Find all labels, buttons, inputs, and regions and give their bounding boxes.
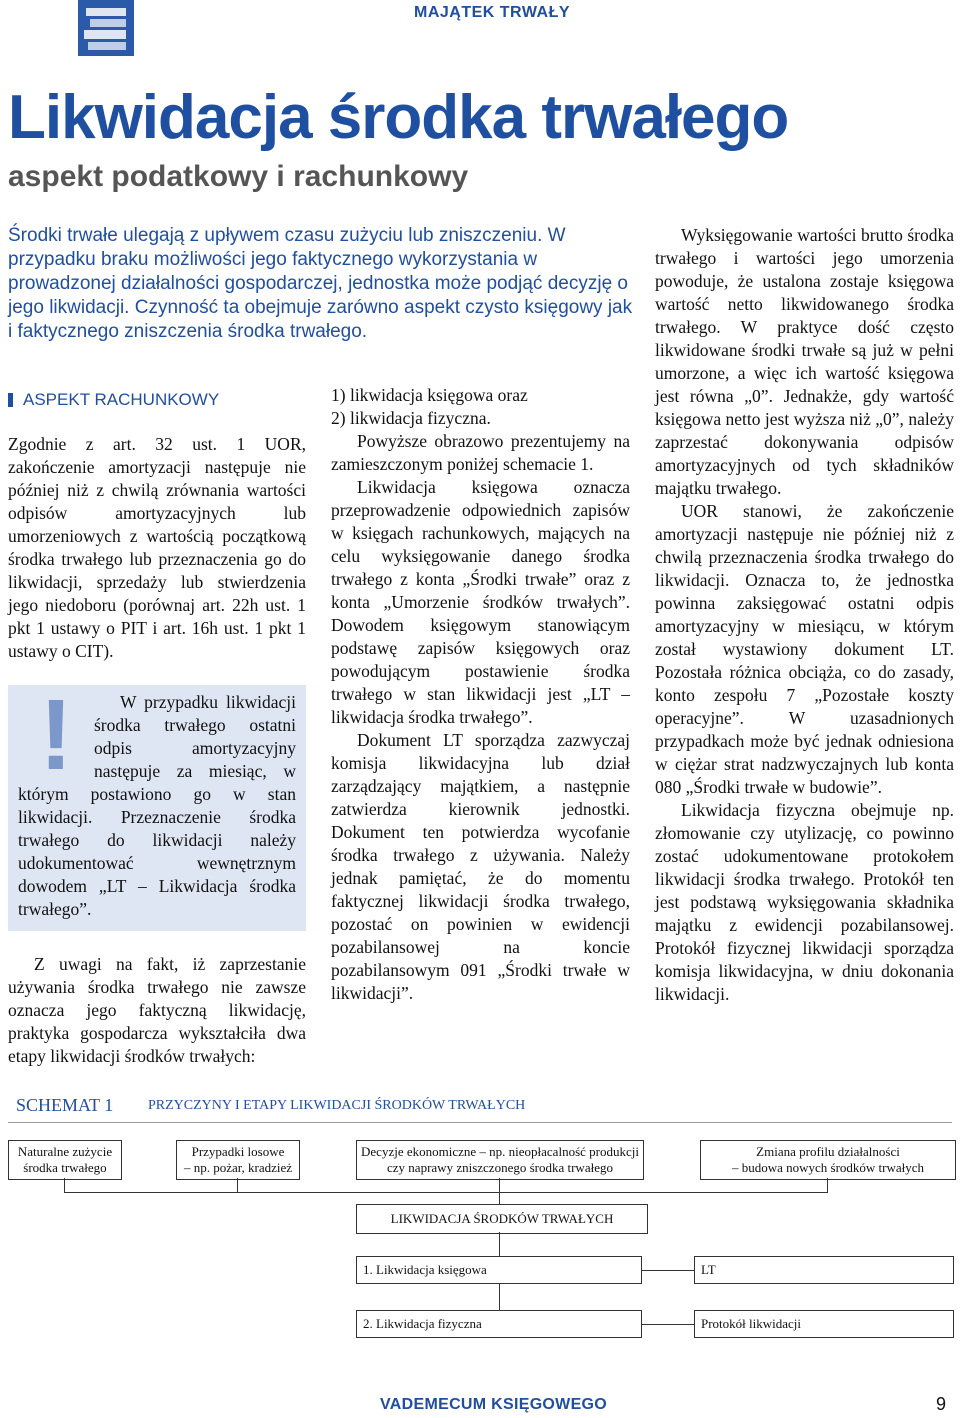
cause-line: Zmiana profilu działalności bbox=[756, 1144, 900, 1159]
stage-box bbox=[356, 1256, 642, 1284]
paragraph: UOR stanowi, że zakończenie amortyzacji następuje nie później niż z chwilą przeznaczenia środka trwałego do likwidacji. Oznacza to, że jednostka powinna zaksięgować ostatni odpis amortyzacyjny w miesiącu, w którym został wystawiony dokument LT. Pozostała różnica obciąża, co do zasady, konto zespołu 7 „Pozostałe koszty operacyjne”. W uzasadnionych przypadkach może być jednak odniesiona w ciężar strat nadzwyczajnych lub konta 080 „Środki trwałe w budowie”. bbox=[655, 501, 954, 797]
cause-box bbox=[8, 1140, 122, 1180]
document-label: LT bbox=[701, 1262, 716, 1277]
connector bbox=[64, 1178, 65, 1192]
cause-line: Przypadki losowe bbox=[191, 1144, 285, 1159]
note-text: W przypadku likwidacji środka trwałego ostatni odpis amortyzacyjny następuje za miesiąc, w którym postawiono go w stan likwidacji. Przeznaczenie środka trwałego do likwidacji należy udokumentować wewnętrznym dowodem „LT – Likwidacja środka trwałego”. bbox=[18, 692, 296, 919]
article-subtitle: aspekt podatkowy i rachunkowy bbox=[8, 160, 469, 193]
schema-title: PRZYCZYNY I ETAPY LIKWIDACJI ŚRODKÓW TRWAŁYCH bbox=[148, 1098, 526, 1113]
connector bbox=[237, 1178, 238, 1192]
connector bbox=[499, 1178, 500, 1204]
arrow-connector bbox=[642, 1270, 694, 1271]
cause-line: – budowa nowych środków trwałych bbox=[731, 1160, 925, 1175]
note-box bbox=[8, 679, 306, 931]
paragraph: Wyksięgowanie wartości brutto środka trwałego i wartości jego umorzenia powoduje, że ustalona zostaje księgowa wartość netto likwidowanego środka trwałego. W praktyce dość często likwidowane środki trwałe są już w pełni umorzone, a więc ich wartość księgowa jest równa „0”. Jednakże, gdy wartość księgowa netto jest wyższa niż „0”, należy zaprzestać dokonywania odpisów amortyzacyjnych od tych składników majątku trwałego. bbox=[655, 225, 954, 498]
paragraph: Likwidacja fizyczna obejmuje np. złomowanie czy utylizację, co powinno zostać udokumentowane protokołem likwidacji środka trwałego. Protokół ten jest podstawą wyksięgowania składnika majątku z ewidencji pozabilansowej. Protokół fizycznej likwidacji sporządza komisja likwidacyjna, w dniu dokonania likwidacji. bbox=[655, 800, 954, 1004]
cause-line: – np. pożar, kradzież bbox=[183, 1160, 293, 1175]
connector bbox=[499, 1232, 500, 1256]
section-heading bbox=[8, 388, 306, 411]
document-box bbox=[694, 1256, 954, 1284]
cause-box bbox=[356, 1140, 644, 1180]
column-2 bbox=[331, 384, 630, 1005]
stage-label: 1. Likwidacja księgowa bbox=[363, 1262, 487, 1277]
cause-box bbox=[700, 1140, 956, 1180]
publication-name: VADEMECUM KSIĘGOWEGO bbox=[380, 1396, 608, 1413]
stage-label: 2. Likwidacja fizyczna bbox=[363, 1316, 482, 1331]
cause-line: czy naprawy zniszczonego środka trwałego bbox=[387, 1160, 613, 1175]
arrow-connector bbox=[642, 1324, 694, 1325]
cause-line: środka trwałego bbox=[23, 1160, 107, 1175]
heading-marker bbox=[8, 393, 13, 407]
paragraph: Zgodnie z art. 32 ust. 1 UOR, zakończenie amortyzacji następuje nie później niż z chwilą zrównania wartości odpisów amortyzacyjnych lub umorzeniowych z wartością początkową środka trwałego lub przeznaczenia go do likwidacji, sprzedaży lub stwierdzenia jego niedoboru (porównaj art. 22h ust. 1 pkt 1 ustawy o PIT i art. 16h ust. 1 pkt 1 ustawy o CIT). bbox=[8, 434, 306, 661]
divider bbox=[8, 1122, 952, 1123]
paragraph: Dokument LT sporządza zazwyczaj komisja likwidacyjna lub dział zarządzający majątkiem, a następnie zatwierdza kierownik jednostki. Dokument ten potwierdza wycofanie środka trwałego z używania. Należy jednak pamiętać, że do momentu faktycznej likwidacji środka trwałego, pozostać on powinien w ewidencji pozabilansowej na koncie pozabilansowym 091 „Środki trwałe w likwidacji”. bbox=[331, 730, 630, 1003]
section-title: MAJĄTEK TRWAŁY bbox=[414, 4, 571, 21]
document-label: Protokół likwidacji bbox=[701, 1316, 802, 1331]
connector bbox=[64, 1192, 828, 1193]
paragraph: Likwidacja księgowa oznacza przeprowadzenie odpowiednich zapisów w księgach rachunkowych, mających na celu wyksięgowanie danego środka trwałego z konta „Środki trwałe” oraz z konta „Umorzenie środków trwałych”. Dowodem księgowym stanowiącym podstawę zapisów księgowych oraz powodującym postawienie środka trwałego w stan likwidacji jest „LT – likwidacja środka trwałego”. bbox=[331, 477, 630, 727]
connector bbox=[499, 1284, 500, 1310]
liquidation-label: LIKWIDACJA ŚRODKÓW TRWAŁYCH bbox=[390, 1211, 614, 1226]
paragraph: Powyższe obrazowo prezentujemy na zamieszczonym poniżej schemacie 1. bbox=[331, 431, 630, 474]
document-box bbox=[694, 1310, 954, 1338]
column-1 bbox=[8, 384, 306, 1068]
liquidation-box bbox=[356, 1204, 648, 1234]
stage-box bbox=[356, 1310, 642, 1338]
list-item: 2) likwidacja fizyczna. bbox=[331, 408, 491, 428]
cause-line: Naturalne zużycie bbox=[17, 1144, 113, 1159]
connector bbox=[827, 1178, 828, 1192]
page-number: 9 bbox=[936, 1394, 947, 1414]
books-logo-icon bbox=[78, 0, 134, 56]
paragraph: Z uwagi na fakt, iż zaprzestanie używania środka trwałego nie zawsze oznacza jego faktyczną likwidację, praktyka gospodarcza wykształciła dwa etapy likwidacji środków trwałych: bbox=[8, 954, 306, 1066]
schema-label: SCHEMAT 1 bbox=[16, 1095, 114, 1115]
article-title: Likwidacja środka trwałego bbox=[8, 83, 789, 152]
exclamation-icon: ! bbox=[39, 679, 73, 791]
list-item: 1) likwidacja księgowa oraz bbox=[331, 385, 528, 405]
cause-line: Decyzje ekonomiczne – np. nieopłacalność produkcji bbox=[361, 1144, 639, 1159]
section-heading-label: ASPEKT RACHUNKOWY bbox=[23, 390, 220, 409]
article-lead: Środki trwałe ulegają z upływem czasu zużyciu lub zniszczeniu. W przypadku braku możliwości jego faktycznego wykorzystania w prowadzonej działalności gospodarczej, jednostka może podjąć decyzję o jego likwidacji. Czynność ta obejmuje zarówno aspekt czysto księgowy jak i faktycznego zniszczenia środka trwałego. bbox=[8, 225, 633, 342]
cause-box bbox=[176, 1140, 300, 1180]
column-3 bbox=[655, 224, 954, 1006]
